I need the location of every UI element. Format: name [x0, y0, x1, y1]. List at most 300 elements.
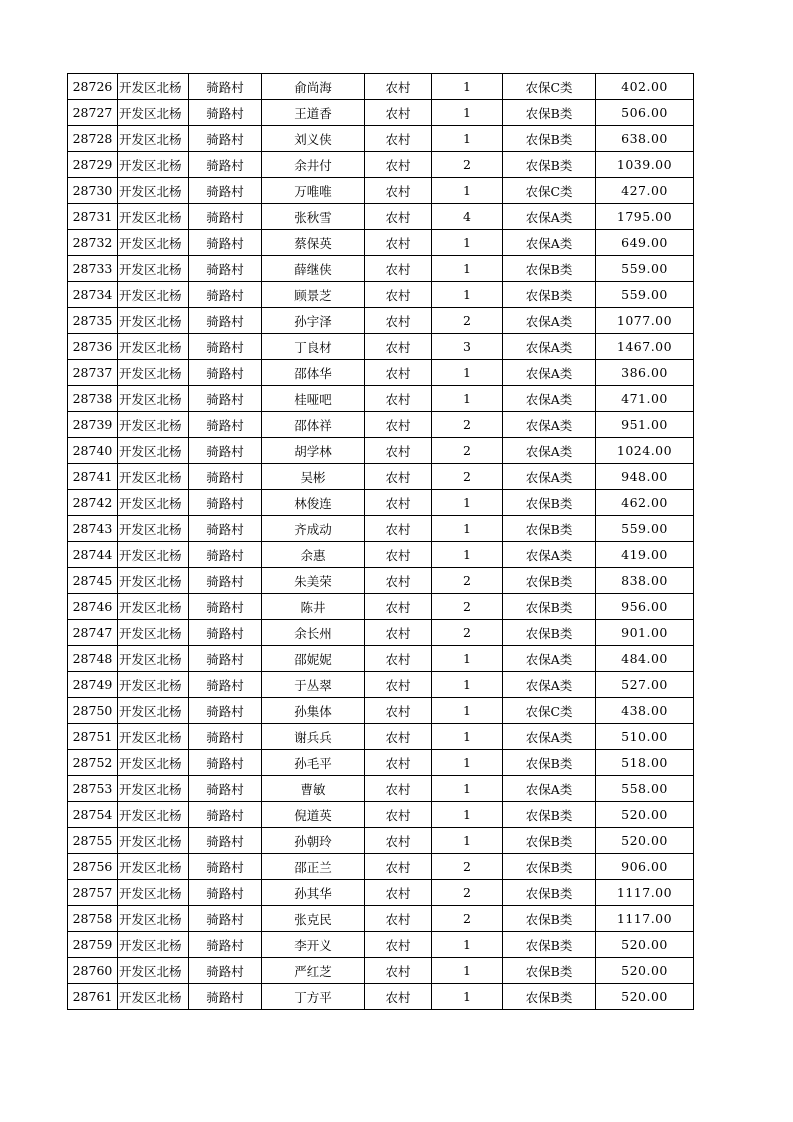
insurance-category-cell: 农保B类 — [503, 516, 596, 542]
household-type-cell: 农村 — [365, 256, 432, 282]
member-count-cell: 1 — [432, 360, 503, 386]
person-name-cell: 蔡保英 — [262, 230, 365, 256]
member-count-cell: 1 — [432, 230, 503, 256]
insurance-category-cell: 农保A类 — [503, 646, 596, 672]
amount-cell: 1117.00 — [596, 906, 694, 932]
household-type-cell: 农村 — [365, 230, 432, 256]
household-type-cell: 农村 — [365, 646, 432, 672]
person-name-cell: 孙集体 — [262, 698, 365, 724]
person-name-cell: 曹敏 — [262, 776, 365, 802]
insurance-category-cell: 农保C类 — [503, 74, 596, 100]
insurance-category-cell: 农保A类 — [503, 776, 596, 802]
village-cell: 骑路村 — [189, 360, 262, 386]
member-count-cell: 2 — [432, 594, 503, 620]
amount-cell: 906.00 — [596, 854, 694, 880]
table-row — [68, 438, 694, 464]
table-row — [68, 386, 694, 412]
row-id-cell: 28746 — [68, 594, 118, 620]
row-id-cell: 28727 — [68, 100, 118, 126]
village-cell: 骑路村 — [189, 672, 262, 698]
row-id-cell: 28748 — [68, 646, 118, 672]
village-cell: 骑路村 — [189, 282, 262, 308]
amount-cell: 484.00 — [596, 646, 694, 672]
row-id-cell: 28736 — [68, 334, 118, 360]
table-row — [68, 620, 694, 646]
member-count-cell: 2 — [432, 152, 503, 178]
district-cell: 开发区北杨 — [118, 854, 189, 880]
household-type-cell: 农村 — [365, 178, 432, 204]
amount-cell: 527.00 — [596, 672, 694, 698]
row-id-cell: 28752 — [68, 750, 118, 776]
village-cell: 骑路村 — [189, 568, 262, 594]
row-id-cell: 28732 — [68, 230, 118, 256]
village-cell: 骑路村 — [189, 230, 262, 256]
amount-cell: 951.00 — [596, 412, 694, 438]
household-type-cell: 农村 — [365, 854, 432, 880]
amount-cell: 559.00 — [596, 516, 694, 542]
district-cell: 开发区北杨 — [118, 438, 189, 464]
amount-cell: 649.00 — [596, 230, 694, 256]
person-name-cell: 孙朝玲 — [262, 828, 365, 854]
row-id-cell: 28750 — [68, 698, 118, 724]
person-name-cell: 丁方平 — [262, 984, 365, 1010]
district-cell: 开发区北杨 — [118, 646, 189, 672]
member-count-cell: 1 — [432, 672, 503, 698]
person-name-cell: 邵体华 — [262, 360, 365, 386]
insurance-category-cell: 农保A类 — [503, 464, 596, 490]
district-cell: 开发区北杨 — [118, 724, 189, 750]
amount-cell: 1795.00 — [596, 204, 694, 230]
table-row — [68, 880, 694, 906]
person-name-cell: 严红芝 — [262, 958, 365, 984]
district-cell: 开发区北杨 — [118, 178, 189, 204]
table-row — [68, 776, 694, 802]
household-type-cell: 农村 — [365, 568, 432, 594]
table-row — [68, 464, 694, 490]
member-count-cell: 1 — [432, 74, 503, 100]
village-cell: 骑路村 — [189, 620, 262, 646]
amount-cell: 901.00 — [596, 620, 694, 646]
insurance-category-cell: 农保A类 — [503, 230, 596, 256]
village-cell: 骑路村 — [189, 906, 262, 932]
row-id-cell: 28740 — [68, 438, 118, 464]
table-row — [68, 126, 694, 152]
district-cell: 开发区北杨 — [118, 880, 189, 906]
household-type-cell: 农村 — [365, 750, 432, 776]
member-count-cell: 2 — [432, 854, 503, 880]
person-name-cell: 刘义侠 — [262, 126, 365, 152]
village-cell: 骑路村 — [189, 802, 262, 828]
district-cell: 开发区北杨 — [118, 256, 189, 282]
insurance-category-cell: 农保A类 — [503, 412, 596, 438]
district-cell: 开发区北杨 — [118, 672, 189, 698]
amount-cell: 559.00 — [596, 282, 694, 308]
household-type-cell: 农村 — [365, 204, 432, 230]
row-id-cell: 28743 — [68, 516, 118, 542]
member-count-cell: 1 — [432, 386, 503, 412]
row-id-cell: 28735 — [68, 308, 118, 334]
amount-cell: 419.00 — [596, 542, 694, 568]
member-count-cell: 4 — [432, 204, 503, 230]
household-type-cell: 农村 — [365, 542, 432, 568]
row-id-cell: 28751 — [68, 724, 118, 750]
amount-cell: 520.00 — [596, 828, 694, 854]
household-type-cell: 农村 — [365, 932, 432, 958]
district-cell: 开发区北杨 — [118, 906, 189, 932]
person-name-cell: 林俊连 — [262, 490, 365, 516]
row-id-cell: 28737 — [68, 360, 118, 386]
amount-cell: 510.00 — [596, 724, 694, 750]
insurance-category-cell: 农保A类 — [503, 308, 596, 334]
table-row — [68, 542, 694, 568]
member-count-cell: 1 — [432, 126, 503, 152]
insurance-category-cell: 农保A类 — [503, 542, 596, 568]
insurance-category-cell: 农保A类 — [503, 204, 596, 230]
member-count-cell: 2 — [432, 308, 503, 334]
table-row — [68, 152, 694, 178]
table-row — [68, 802, 694, 828]
amount-cell: 386.00 — [596, 360, 694, 386]
village-cell: 骑路村 — [189, 776, 262, 802]
member-count-cell: 1 — [432, 516, 503, 542]
household-type-cell: 农村 — [365, 958, 432, 984]
insurance-category-cell: 农保B类 — [503, 620, 596, 646]
row-id-cell: 28726 — [68, 74, 118, 100]
row-id-cell: 28749 — [68, 672, 118, 698]
district-cell: 开发区北杨 — [118, 776, 189, 802]
household-type-cell: 农村 — [365, 620, 432, 646]
amount-cell: 948.00 — [596, 464, 694, 490]
insurance-category-cell: 农保B类 — [503, 958, 596, 984]
household-type-cell: 农村 — [365, 100, 432, 126]
district-cell: 开发区北杨 — [118, 932, 189, 958]
table-row — [68, 984, 694, 1010]
insurance-category-cell: 农保B类 — [503, 126, 596, 152]
insurance-category-cell: 农保B类 — [503, 594, 596, 620]
household-type-cell: 农村 — [365, 438, 432, 464]
district-cell: 开发区北杨 — [118, 958, 189, 984]
person-name-cell: 桂哑吧 — [262, 386, 365, 412]
amount-cell: 1024.00 — [596, 438, 694, 464]
table-row — [68, 646, 694, 672]
member-count-cell: 1 — [432, 984, 503, 1010]
household-type-cell: 农村 — [365, 698, 432, 724]
row-id-cell: 28733 — [68, 256, 118, 282]
village-cell: 骑路村 — [189, 126, 262, 152]
member-count-cell: 1 — [432, 646, 503, 672]
district-cell: 开发区北杨 — [118, 126, 189, 152]
table-row — [68, 282, 694, 308]
person-name-cell: 余长州 — [262, 620, 365, 646]
village-cell: 骑路村 — [189, 750, 262, 776]
insurance-category-cell: 农保B类 — [503, 256, 596, 282]
row-id-cell: 28728 — [68, 126, 118, 152]
insurance-category-cell: 农保B类 — [503, 750, 596, 776]
village-cell: 骑路村 — [189, 334, 262, 360]
household-type-cell: 农村 — [365, 802, 432, 828]
amount-cell: 402.00 — [596, 74, 694, 100]
village-cell: 骑路村 — [189, 308, 262, 334]
member-count-cell: 1 — [432, 958, 503, 984]
table-row — [68, 958, 694, 984]
person-name-cell: 孙其华 — [262, 880, 365, 906]
row-id-cell: 28761 — [68, 984, 118, 1010]
table-row — [68, 230, 694, 256]
household-type-cell: 农村 — [365, 776, 432, 802]
insurance-category-cell: 农保A类 — [503, 360, 596, 386]
household-type-cell: 农村 — [365, 126, 432, 152]
person-name-cell: 于丛翠 — [262, 672, 365, 698]
member-count-cell: 2 — [432, 438, 503, 464]
person-name-cell: 邵体祥 — [262, 412, 365, 438]
amount-cell: 520.00 — [596, 958, 694, 984]
village-cell: 骑路村 — [189, 386, 262, 412]
amount-cell: 471.00 — [596, 386, 694, 412]
member-count-cell: 1 — [432, 178, 503, 204]
amount-cell: 956.00 — [596, 594, 694, 620]
member-count-cell: 1 — [432, 100, 503, 126]
district-cell: 开发区北杨 — [118, 698, 189, 724]
insurance-category-cell: 农保C类 — [503, 698, 596, 724]
person-name-cell: 吴彬 — [262, 464, 365, 490]
village-cell: 骑路村 — [189, 698, 262, 724]
row-id-cell: 28747 — [68, 620, 118, 646]
table-row — [68, 334, 694, 360]
village-cell: 骑路村 — [189, 74, 262, 100]
person-name-cell: 胡学林 — [262, 438, 365, 464]
member-count-cell: 1 — [432, 724, 503, 750]
village-cell: 骑路村 — [189, 984, 262, 1010]
household-type-cell: 农村 — [365, 724, 432, 750]
row-id-cell: 28744 — [68, 542, 118, 568]
amount-cell: 520.00 — [596, 932, 694, 958]
row-id-cell: 28745 — [68, 568, 118, 594]
table-row — [68, 906, 694, 932]
row-id-cell: 28730 — [68, 178, 118, 204]
table-row — [68, 516, 694, 542]
member-count-cell: 1 — [432, 698, 503, 724]
household-type-cell: 农村 — [365, 360, 432, 386]
amount-cell: 520.00 — [596, 802, 694, 828]
insurance-category-cell: 农保B类 — [503, 906, 596, 932]
table-row — [68, 360, 694, 386]
amount-cell: 427.00 — [596, 178, 694, 204]
row-id-cell: 28755 — [68, 828, 118, 854]
household-type-cell: 农村 — [365, 386, 432, 412]
table-row — [68, 178, 694, 204]
insurance-category-cell: 农保B类 — [503, 100, 596, 126]
row-id-cell: 28753 — [68, 776, 118, 802]
member-count-cell: 2 — [432, 880, 503, 906]
person-name-cell: 齐成动 — [262, 516, 365, 542]
household-type-cell: 农村 — [365, 490, 432, 516]
table-row — [68, 204, 694, 230]
village-cell: 骑路村 — [189, 490, 262, 516]
household-type-cell: 农村 — [365, 152, 432, 178]
insurance-category-cell: 农保B类 — [503, 828, 596, 854]
district-cell: 开发区北杨 — [118, 74, 189, 100]
insurance-category-cell: 农保A类 — [503, 672, 596, 698]
member-count-cell: 1 — [432, 776, 503, 802]
row-id-cell: 28739 — [68, 412, 118, 438]
district-cell: 开发区北杨 — [118, 308, 189, 334]
insurance-category-cell: 农保B类 — [503, 880, 596, 906]
table-row — [68, 828, 694, 854]
table-row — [68, 74, 694, 100]
person-name-cell: 万唯唯 — [262, 178, 365, 204]
district-cell: 开发区北杨 — [118, 490, 189, 516]
member-count-cell: 1 — [432, 282, 503, 308]
person-name-cell: 王道香 — [262, 100, 365, 126]
member-count-cell: 3 — [432, 334, 503, 360]
person-name-cell: 顾景芝 — [262, 282, 365, 308]
household-type-cell: 农村 — [365, 74, 432, 100]
member-count-cell: 1 — [432, 256, 503, 282]
insurance-category-cell: 农保B类 — [503, 854, 596, 880]
district-cell: 开发区北杨 — [118, 516, 189, 542]
table-body — [68, 74, 694, 1010]
table-row — [68, 672, 694, 698]
household-type-cell: 农村 — [365, 516, 432, 542]
table-row — [68, 256, 694, 282]
district-cell: 开发区北杨 — [118, 204, 189, 230]
row-id-cell: 28757 — [68, 880, 118, 906]
member-count-cell: 1 — [432, 932, 503, 958]
household-type-cell: 农村 — [365, 828, 432, 854]
person-name-cell: 邵正兰 — [262, 854, 365, 880]
district-cell: 开发区北杨 — [118, 750, 189, 776]
amount-cell: 1467.00 — [596, 334, 694, 360]
village-cell: 骑路村 — [189, 542, 262, 568]
village-cell: 骑路村 — [189, 178, 262, 204]
district-cell: 开发区北杨 — [118, 100, 189, 126]
village-cell: 骑路村 — [189, 256, 262, 282]
table-row — [68, 724, 694, 750]
amount-cell: 1117.00 — [596, 880, 694, 906]
table-row — [68, 594, 694, 620]
person-name-cell: 余井付 — [262, 152, 365, 178]
household-type-cell: 农村 — [365, 412, 432, 438]
village-cell: 骑路村 — [189, 932, 262, 958]
amount-cell: 520.00 — [596, 984, 694, 1010]
household-type-cell: 农村 — [365, 672, 432, 698]
member-count-cell: 1 — [432, 750, 503, 776]
village-cell: 骑路村 — [189, 958, 262, 984]
person-name-cell: 邵妮妮 — [262, 646, 365, 672]
insurance-category-cell: 农保B类 — [503, 802, 596, 828]
row-id-cell: 28734 — [68, 282, 118, 308]
household-type-cell: 农村 — [365, 984, 432, 1010]
amount-cell: 438.00 — [596, 698, 694, 724]
row-id-cell: 28742 — [68, 490, 118, 516]
village-cell: 骑路村 — [189, 724, 262, 750]
person-name-cell: 张克民 — [262, 906, 365, 932]
member-count-cell: 1 — [432, 490, 503, 516]
amount-cell: 1039.00 — [596, 152, 694, 178]
row-id-cell: 28758 — [68, 906, 118, 932]
district-cell: 开发区北杨 — [118, 620, 189, 646]
table-row — [68, 308, 694, 334]
row-id-cell: 28741 — [68, 464, 118, 490]
person-name-cell: 张秋雪 — [262, 204, 365, 230]
household-type-cell: 农村 — [365, 880, 432, 906]
member-count-cell: 2 — [432, 412, 503, 438]
row-id-cell: 28754 — [68, 802, 118, 828]
household-type-cell: 农村 — [365, 594, 432, 620]
insurance-category-cell: 农保C类 — [503, 178, 596, 204]
row-id-cell: 28760 — [68, 958, 118, 984]
village-cell: 骑路村 — [189, 464, 262, 490]
person-name-cell: 俞尚海 — [262, 74, 365, 100]
amount-cell: 638.00 — [596, 126, 694, 152]
amount-cell: 558.00 — [596, 776, 694, 802]
district-cell: 开发区北杨 — [118, 360, 189, 386]
district-cell: 开发区北杨 — [118, 152, 189, 178]
district-cell: 开发区北杨 — [118, 412, 189, 438]
village-cell: 骑路村 — [189, 204, 262, 230]
district-cell: 开发区北杨 — [118, 568, 189, 594]
insurance-category-cell: 农保A类 — [503, 438, 596, 464]
table-row — [68, 854, 694, 880]
household-type-cell: 农村 — [365, 334, 432, 360]
amount-cell: 1077.00 — [596, 308, 694, 334]
person-name-cell: 李开义 — [262, 932, 365, 958]
insurance-category-cell: 农保A类 — [503, 386, 596, 412]
village-cell: 骑路村 — [189, 152, 262, 178]
household-type-cell: 农村 — [365, 464, 432, 490]
insurance-category-cell: 农保B类 — [503, 152, 596, 178]
row-id-cell: 28731 — [68, 204, 118, 230]
insurance-category-cell: 农保A类 — [503, 724, 596, 750]
district-cell: 开发区北杨 — [118, 594, 189, 620]
row-id-cell: 28759 — [68, 932, 118, 958]
village-cell: 骑路村 — [189, 438, 262, 464]
village-cell: 骑路村 — [189, 646, 262, 672]
person-name-cell: 孙宇泽 — [262, 308, 365, 334]
district-cell: 开发区北杨 — [118, 828, 189, 854]
village-cell: 骑路村 — [189, 880, 262, 906]
member-count-cell: 1 — [432, 802, 503, 828]
amount-cell: 506.00 — [596, 100, 694, 126]
insurance-category-cell: 农保B类 — [503, 490, 596, 516]
person-name-cell: 朱美荣 — [262, 568, 365, 594]
insurance-category-cell: 农保B类 — [503, 984, 596, 1010]
household-type-cell: 农村 — [365, 282, 432, 308]
district-cell: 开发区北杨 — [118, 542, 189, 568]
table-row — [68, 932, 694, 958]
row-id-cell: 28729 — [68, 152, 118, 178]
district-cell: 开发区北杨 — [118, 464, 189, 490]
insurance-category-cell: 农保A类 — [503, 334, 596, 360]
table-row — [68, 490, 694, 516]
table-row — [68, 698, 694, 724]
amount-cell: 838.00 — [596, 568, 694, 594]
table-row — [68, 412, 694, 438]
district-cell: 开发区北杨 — [118, 984, 189, 1010]
person-name-cell: 倪道英 — [262, 802, 365, 828]
village-cell: 骑路村 — [189, 594, 262, 620]
member-count-cell: 1 — [432, 542, 503, 568]
village-cell: 骑路村 — [189, 516, 262, 542]
row-id-cell: 28738 — [68, 386, 118, 412]
district-cell: 开发区北杨 — [118, 334, 189, 360]
district-cell: 开发区北杨 — [118, 230, 189, 256]
household-type-cell: 农村 — [365, 906, 432, 932]
member-count-cell: 2 — [432, 620, 503, 646]
row-id-cell: 28756 — [68, 854, 118, 880]
insurance-category-cell: 农保B类 — [503, 568, 596, 594]
amount-cell: 559.00 — [596, 256, 694, 282]
